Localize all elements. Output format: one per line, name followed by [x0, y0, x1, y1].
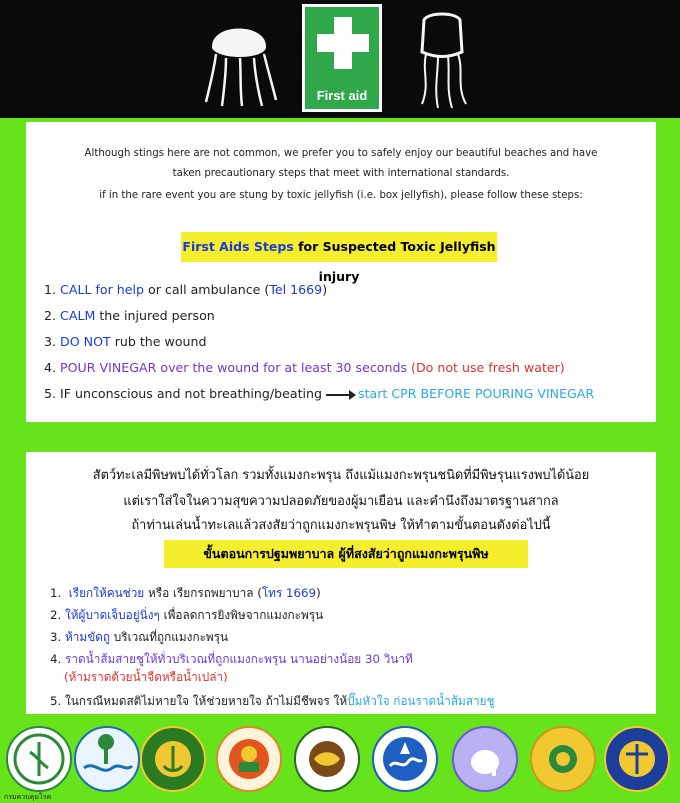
heading-rest: for Suspected Toxic Jellyfish injury — [293, 239, 496, 284]
intro-line-2: taken precautionary steps that meet with international standards. — [172, 168, 510, 179]
english-instructions-panel — [26, 122, 656, 422]
step-4: 4. POUR VINEGAR over the wound for at least 30 seconds (Do not use fresh water) — [44, 360, 565, 375]
thai-step-3: 3. ห้ามขัดถู บริเวณที่ถูกแมงกะพรุน — [50, 630, 229, 644]
navy-logo — [140, 726, 206, 792]
thai-step-4-note: (ห้ามราดด้วยน้ำจืดหรือน้ำเปล่า) — [64, 670, 228, 684]
header-banner — [0, 0, 680, 118]
first-aid-label: First aid — [316, 88, 368, 103]
thai-step-1: 1. เรียกให้คนช่วย หรือ เรียกรถพยาบาล (โทร 1669) — [50, 586, 321, 600]
box-jellyfish-icon — [408, 12, 478, 112]
provincial-seal-logo — [216, 726, 282, 792]
seal-logo — [372, 726, 438, 792]
english-heading — [181, 232, 497, 284]
thai-intro-line-1: สัตว์ทะเลมีพิษพบได้ทั่วโลก รวมทั้งแมงกะพรุน ถึงแม้แมงกะพรุนชนิดที่มีพิษรุนแรงพบได้น้อย — [92, 468, 590, 483]
thai-intro-line-3: ถ้าท่านเล่นน้ำทะเลแล้วสงสัยว่าถูกแมงกะพรุนพิษ ให้ทำตามขั้นตอนดังต่อไปนี้ — [131, 518, 551, 533]
intro-line-1: Although stings here are not common, we prefer you to safely enjoy our beautiful beaches and have — [84, 148, 598, 159]
first-aid-sign — [302, 4, 382, 112]
fisheries-logo — [294, 726, 360, 792]
marine-coastal-logo — [74, 726, 140, 792]
thai-step-5: 5. ในกรณีหมดสติไม่หายใจ ให้ช่วยหายใจ ถ้าไม่มีชีพจร ให้ปั๊มหัวใจ ก่อนราดน้ำส้มสายชู — [50, 694, 495, 708]
heading-first-aids-steps: First Aids Steps — [182, 239, 294, 254]
arrow-icon — [326, 394, 354, 396]
first-logo-caption: กรมควบคุมโรค — [4, 793, 52, 801]
dept-disease-control-logo — [6, 726, 72, 792]
emblem-logo — [530, 726, 596, 792]
thai-instructions-panel — [26, 452, 656, 714]
thai-step-2: 2. ให้ผู้บาดเจ็บอยู่นิ่งๆ เพื่อลดการยิงพิษจากแมงกะพรุน — [50, 608, 324, 622]
sponsor-logos-row — [0, 722, 680, 803]
step-1: 1. CALL for help or call ambulance (Tel 1669) — [44, 282, 328, 297]
thai-heading: ขั้นตอนการปฐมพยาบาล ผู้ที่สงสัยว่าถูกแมงกะพรุนพิษ — [164, 540, 528, 568]
first-aid-cross-icon — [315, 15, 371, 71]
intro-line-3: if in the rare event you are stung by toxic jellyfish (i.e. box jellyfish), please follow these steps: — [99, 190, 583, 201]
jellyfish-icon — [200, 10, 280, 110]
step-2: 2. CALM the injured person — [44, 308, 215, 323]
thai-step-4: 4. ราดน้ำส้มสายชูให้ทั่วบริเวณที่ถูกแมงกะพรุน นานอย่างน้อย 30 วินาที — [50, 652, 413, 666]
university-logo — [604, 726, 670, 792]
step-3: 3. DO NOT rub the wound — [44, 334, 207, 349]
step-5: 5. IF unconscious and not breathing/beating start CPR BEFORE POURING VINEGAR — [44, 386, 595, 401]
thai-intro-line-2: แต่เราใส่ใจในความสุขความปลอดภัยของผู้มาเยือน และคำนึงถึงมาตรฐานสากล — [123, 494, 559, 509]
elephant-seal-logo — [452, 726, 518, 792]
